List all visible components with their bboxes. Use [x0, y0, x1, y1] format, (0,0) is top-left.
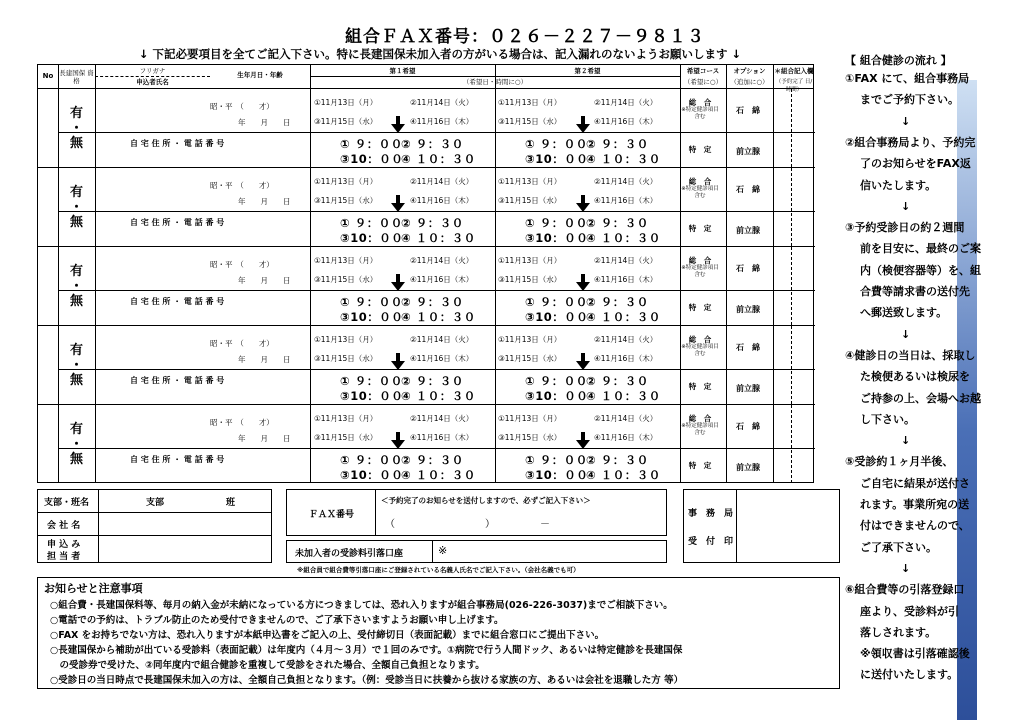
- note-line: ○受診日の当日時点で長建国保未加入の方は、全額自己負担となります。（例：受診当日に扶養から抜ける家族の方、あるいは会社を退職した方 等）: [50, 675, 684, 686]
- account-label: 未加入者の受診料引落口座: [295, 549, 404, 559]
- birth-era: 昭・平 （ 才）: [210, 418, 274, 427]
- birth-era: 昭・平 （ 才）: [210, 339, 274, 348]
- flow-line: 座より、受診料が引: [860, 604, 959, 618]
- first-d4[interactable]: ④11月16日（木）: [410, 275, 474, 284]
- first-d1[interactable]: ①11月13日（月）: [314, 335, 378, 344]
- header-kokuho: 長建国保 資格: [59, 69, 94, 85]
- note-line: ○長建国保から補助が出ている受診料（表面記載）は年度内（４月～３月）で１回のみです。①病院で行う人間ドック、あるいは特定健診を長建国保: [50, 645, 683, 656]
- kokuho-no[interactable]: 無: [69, 136, 83, 151]
- header-no: No: [42, 72, 54, 80]
- flow-line: ⑥組合費等の引落登録口: [845, 583, 965, 597]
- arrow-down-icon: [576, 361, 590, 370]
- application-table: [37, 64, 814, 483]
- arrow-down-icon: [391, 361, 405, 370]
- arrow-down-icon: [391, 282, 405, 291]
- course-general[interactable]: [680, 177, 720, 200]
- second-d1[interactable]: ①11月13日（月）: [498, 98, 562, 107]
- birth-ymd: 年 月 日: [238, 197, 291, 206]
- second-t4[interactable]: ④ １０：３０: [586, 231, 661, 245]
- flow-line: に送付いたします。: [860, 668, 959, 682]
- flow-arrow-icon: ↓: [901, 327, 911, 341]
- header-birth: 生年月日・年齢: [237, 71, 283, 79]
- first-d4[interactable]: ④11月16日（木）: [410, 196, 474, 205]
- first-d2[interactable]: ②11月14日（火）: [410, 98, 474, 107]
- birth-ymd: 年 月 日: [238, 355, 291, 364]
- address-input[interactable]: [95, 133, 310, 167]
- first-t2[interactable]: ② ９：３０: [401, 374, 464, 388]
- company-label: 会 社 名: [47, 521, 81, 531]
- kokuho-no[interactable]: 無: [69, 373, 83, 388]
- flow-line: へ郵送致します。: [860, 306, 948, 320]
- kokuho-no[interactable]: 無: [69, 452, 83, 467]
- first-t4[interactable]: ④ １０：３０: [401, 468, 476, 482]
- second-t3[interactable]: ③10：００: [525, 389, 589, 403]
- note-line: ○電話での予約は、トラブル防止のため受付できませんので、ご了承下さいますようお願い申し上げます。: [50, 615, 504, 626]
- option-prostate[interactable]: 前立腺: [736, 463, 760, 472]
- flow-line: 了のお知らせをFAX返: [860, 157, 971, 171]
- note-line: の受診券で受けた、②同年度内で組合健診を重複して受診をされた場合、全額自己負担となります。: [50, 660, 485, 671]
- course-general-label: 総 合: [688, 335, 712, 344]
- course-general[interactable]: [680, 335, 720, 358]
- table-row: [38, 326, 815, 405]
- first-d2[interactable]: ②11月14日（火）: [410, 177, 474, 186]
- applicant-info-box: [37, 489, 272, 563]
- first-d2[interactable]: ②11月14日（火）: [410, 414, 474, 423]
- birth-ymd: 年 月 日: [238, 434, 291, 443]
- first-t1[interactable]: ① ９：００: [340, 453, 403, 467]
- flow-line: ⑤受診約１ヶ月半後、: [845, 455, 954, 469]
- first-t3[interactable]: ③10：００: [340, 389, 404, 403]
- note-line: ○FAX をお持ちでない方は、恐れ入りますが本紙申込書をご記入の上、受付締切日（表面記載）までに組合窓口にご提出下さい。: [50, 630, 605, 641]
- instruction-notice: ↓ 下記必要項目を全てご記入下さい。特に長建国保未加入者の方がいる場合は、記入漏れのないようお願いします ↓: [138, 47, 742, 61]
- birth-ymd: 年 月 日: [238, 118, 291, 127]
- second-d3[interactable]: ③11月15日（水）: [498, 354, 562, 363]
- header-option: オプション: [733, 67, 766, 75]
- birth-era: 昭・平 （ 才）: [210, 260, 274, 269]
- first-d1[interactable]: ①11月13日（月）: [314, 256, 378, 265]
- option-asbestos[interactable]: 石 綿: [736, 185, 760, 194]
- second-t3[interactable]: ③10：００: [525, 310, 589, 324]
- course-specific[interactable]: 特 定: [688, 303, 712, 312]
- course-general-label: 総 合: [688, 98, 712, 107]
- account-mark: ※: [438, 544, 448, 557]
- shibu-label: 支部: [146, 498, 165, 508]
- table-header: [38, 65, 814, 93]
- first-t1[interactable]: ① ９：００: [340, 216, 403, 230]
- flow-line: 付はできませんので、: [860, 519, 970, 533]
- second-t1[interactable]: ① ９：００: [525, 295, 588, 309]
- first-d3[interactable]: ③11月15日（水）: [314, 354, 378, 363]
- kokuho-yes[interactable]: 有: [69, 422, 83, 437]
- second-t2[interactable]: ② ９：３０: [586, 295, 649, 309]
- fax-note: ＜予約完了のお知らせを送付しますので、必ずご記入下さい＞: [381, 496, 591, 505]
- first-t4[interactable]: ④ １０：３０: [401, 231, 476, 245]
- course-specific[interactable]: 特 定: [688, 382, 712, 391]
- birth-ymd: 年 月 日: [238, 276, 291, 285]
- address-input[interactable]: [95, 449, 310, 483]
- kokuho-yes[interactable]: 有: [69, 264, 83, 279]
- course-general-label: 総 合: [688, 177, 712, 186]
- address-label: 自 宅 住 所 ・ 電 話 番 号: [130, 139, 225, 148]
- flow-line: ②組合事務局より、予約完: [845, 135, 976, 149]
- kokuho-dot: ・: [69, 200, 83, 215]
- flow-line: し下さい。: [860, 412, 915, 426]
- kokuho-dot: ・: [69, 121, 83, 136]
- second-d2[interactable]: ②11月14日（火）: [594, 414, 658, 423]
- second-d4[interactable]: ④11月16日（木）: [594, 117, 658, 126]
- arrow-down-icon: [391, 203, 405, 212]
- first-t4[interactable]: ④ １０：３０: [401, 310, 476, 324]
- branch-label: 支部・班名: [44, 498, 90, 508]
- header-course: 希望コース: [686, 67, 720, 75]
- address-label: 自 宅 住 所 ・ 電 話 番 号: [130, 297, 225, 306]
- arrow-down-icon: [576, 124, 590, 133]
- kokuho-yes[interactable]: 有: [69, 343, 83, 358]
- fax-number-title: 組合ＦＡＸ番号：０２６－２２７－９８１３: [345, 27, 705, 47]
- arrow-down-icon: [391, 124, 405, 133]
- second-d3[interactable]: ③11月15日（水）: [498, 275, 562, 284]
- second-t2[interactable]: ② ９：３０: [586, 374, 649, 388]
- first-t1[interactable]: ① ９：００: [340, 137, 403, 151]
- flow-line: ①FAX にて、組合事務局: [845, 72, 970, 85]
- option-asbestos[interactable]: 石 綿: [736, 422, 760, 431]
- first-d3[interactable]: ③11月15日（水）: [314, 275, 378, 284]
- course-note: ※特定健診項目含む: [681, 344, 719, 357]
- second-t4[interactable]: ④ １０：３０: [586, 468, 661, 482]
- first-d2[interactable]: ②11月14日（火）: [410, 256, 474, 265]
- second-t1[interactable]: ① ９：００: [525, 374, 588, 388]
- arrow-down-icon: [391, 440, 405, 449]
- header-course-sub: （希望に○）: [683, 78, 723, 86]
- flow-heading: 【 組合健診の流れ 】: [845, 54, 952, 67]
- flow-line: 合費等請求書の送付先: [860, 285, 970, 298]
- flow-line: ※領収書は引落確認後: [860, 647, 970, 661]
- first-d4[interactable]: ④11月16日（木）: [410, 433, 474, 442]
- fax-input[interactable]: （ ） －: [385, 519, 550, 530]
- course-general-label: 総 合: [688, 414, 712, 423]
- option-asbestos[interactable]: 石 綿: [736, 343, 760, 352]
- header-office: ＊組合記入欄: [774, 67, 814, 75]
- second-t2[interactable]: ② ９：３０: [586, 137, 649, 151]
- note-line: ○組合費・長建国保料等、毎月の納入金が未納になっている方につきましては、恐れ入りますが組合事務局(026-226-3037)までご相談下さい。: [50, 600, 673, 611]
- header-first-choice: 第１希望: [389, 67, 416, 75]
- second-d1[interactable]: ①11月13日（月）: [498, 177, 562, 186]
- second-t1[interactable]: ① ９：００: [525, 216, 588, 230]
- office-label-2: 受 付 印: [688, 537, 734, 547]
- first-d3[interactable]: ③11月15日（水）: [314, 117, 378, 126]
- course-specific[interactable]: 特 定: [688, 145, 712, 154]
- first-d1[interactable]: ①11月13日（月）: [314, 177, 378, 186]
- second-d4[interactable]: ④11月16日（木）: [594, 275, 658, 284]
- flow-line: 前を目安に、最終のご案: [860, 242, 981, 256]
- first-d2[interactable]: ②11月14日（火）: [410, 335, 474, 344]
- arrow-down-icon: [576, 440, 590, 449]
- first-d3[interactable]: ③11月15日（水）: [314, 196, 378, 205]
- flow-line: ④健診日の当日は、採取し: [845, 348, 976, 362]
- kokuho-no[interactable]: 無: [69, 215, 83, 230]
- second-t1[interactable]: ① ９：００: [525, 453, 588, 467]
- header-option-sub: （追加に○）: [730, 78, 769, 86]
- flow-line: 内（検便容器等）を、組: [860, 263, 981, 277]
- table-row: [38, 247, 815, 326]
- second-d1[interactable]: ①11月13日（月）: [498, 335, 562, 344]
- first-t2[interactable]: ② ９：３０: [401, 137, 464, 151]
- first-t3[interactable]: ③10：００: [340, 468, 404, 482]
- address-input[interactable]: [95, 370, 310, 404]
- address-input[interactable]: [95, 291, 310, 325]
- arrow-down-icon: [576, 282, 590, 291]
- notes-box: [37, 577, 840, 689]
- han-label: 班: [226, 498, 236, 508]
- course-general[interactable]: [680, 414, 720, 437]
- arrow-down-icon: [576, 203, 590, 212]
- kokuho-no[interactable]: 無: [69, 294, 83, 309]
- kokuho-yes[interactable]: 有: [69, 185, 83, 200]
- first-t2[interactable]: ② ９：３０: [401, 216, 464, 230]
- header-name: 申込者氏名: [136, 78, 169, 86]
- applicant-label-2: 担 当 者: [47, 552, 81, 562]
- flow-line: までご予約下さい。: [860, 93, 959, 107]
- second-d2[interactable]: ②11月14日（火）: [594, 177, 658, 186]
- second-t4[interactable]: ④ １０：３０: [586, 152, 661, 166]
- second-d2[interactable]: ②11月14日（火）: [594, 335, 658, 344]
- flow-line: 落しされます。: [860, 625, 937, 639]
- course-note: ※特定健診項目含む: [681, 107, 719, 120]
- flow-line: ご持参の上、会場へお越: [860, 391, 981, 405]
- course-note: ※特定健診項目含む: [681, 186, 719, 199]
- header-office-sub: （予約完了 日/時間）: [775, 79, 813, 93]
- second-d4[interactable]: ④11月16日（木）: [594, 196, 658, 205]
- first-t3[interactable]: ③10：００: [340, 231, 404, 245]
- second-t3[interactable]: ③10：００: [525, 468, 589, 482]
- notes-heading: お知らせと注意事項: [44, 582, 143, 595]
- flow-line: 信いたします。: [860, 178, 937, 192]
- first-t4[interactable]: ④ １０：３０: [401, 152, 476, 166]
- option-prostate[interactable]: 前立腺: [736, 226, 760, 235]
- first-t1[interactable]: ① ９：００: [340, 374, 403, 388]
- kokuho-yes[interactable]: 有: [69, 106, 83, 121]
- account-box: [286, 540, 667, 563]
- course-note: ※特定健診項目含む: [681, 423, 719, 436]
- first-t4[interactable]: ④ １０：３０: [401, 389, 476, 403]
- company-input[interactable]: [100, 514, 270, 533]
- second-d4[interactable]: ④11月16日（木）: [594, 433, 658, 442]
- header-furigana: フリガナ: [139, 67, 166, 75]
- header-date-time: （希望日・時間に○）: [462, 78, 528, 86]
- table-row: [38, 405, 815, 484]
- table-row: [38, 89, 815, 168]
- course-specific[interactable]: 特 定: [688, 461, 712, 470]
- course-general[interactable]: [680, 256, 720, 279]
- applicant-label-1: 申 込 み: [47, 540, 81, 550]
- flow-line: ③予約受診日の約２週間: [845, 221, 965, 235]
- kokuho-dot: ・: [69, 358, 83, 373]
- flow-line: れます。事業所宛の送: [860, 498, 970, 511]
- header-divider: [95, 76, 210, 77]
- second-d3[interactable]: ③11月15日（水）: [498, 117, 562, 126]
- fax-box: [286, 489, 667, 536]
- office-stamp-box: [683, 489, 840, 563]
- first-t2[interactable]: ② ９：３０: [401, 453, 464, 467]
- first-t3[interactable]: ③10：００: [340, 152, 404, 166]
- address-label: 自 宅 住 所 ・ 電 話 番 号: [130, 455, 225, 464]
- address-input[interactable]: [95, 212, 310, 246]
- first-t3[interactable]: ③10：００: [340, 310, 404, 324]
- course-general[interactable]: [680, 98, 720, 121]
- first-d4[interactable]: ④11月16日（木）: [410, 354, 474, 363]
- second-d3[interactable]: ③11月15日（水）: [498, 196, 562, 205]
- flow-line: た検便あるいは検尿を: [860, 370, 970, 384]
- second-t3[interactable]: ③10：００: [525, 152, 589, 166]
- flow-line: ご了承下さい。: [860, 540, 937, 554]
- flow-line: ご自宅に結果が送付さ: [860, 476, 970, 490]
- first-t1[interactable]: ① ９：００: [340, 295, 403, 309]
- second-t1[interactable]: ① ９：００: [525, 137, 588, 151]
- option-asbestos[interactable]: 石 綿: [736, 264, 760, 273]
- address-label: 自 宅 住 所 ・ 電 話 番 号: [130, 376, 225, 385]
- flow-arrow-icon: ↓: [901, 561, 911, 575]
- first-d1[interactable]: ①11月13日（月）: [314, 98, 378, 107]
- account-note: ※組合員で組合費等引落口座にご登録されている名義人氏名でご記入下さい。（会社名義でも可）: [297, 566, 580, 574]
- second-d3[interactable]: ③11月15日（水）: [498, 433, 562, 442]
- course-specific[interactable]: 特 定: [688, 224, 712, 233]
- flow-arrow-icon: ↓: [901, 434, 911, 448]
- second-d2[interactable]: ②11月14日（火）: [594, 98, 658, 107]
- option-prostate[interactable]: 前立腺: [736, 305, 760, 314]
- second-t3[interactable]: ③10：００: [525, 231, 589, 245]
- kokuho-dot: ・: [69, 437, 83, 452]
- second-t2[interactable]: ② ９：３０: [586, 216, 649, 230]
- flow-arrow-icon: ↓: [901, 114, 911, 128]
- kokuho-dot: ・: [69, 279, 83, 294]
- birth-era: 昭・平 （ 才）: [210, 181, 274, 190]
- second-d1[interactable]: ①11月13日（月）: [498, 256, 562, 265]
- option-asbestos[interactable]: 石 綿: [736, 106, 760, 115]
- flow-arrow-icon: ↓: [901, 199, 911, 213]
- course-note: ※特定健診項目含む: [681, 265, 719, 278]
- address-label: 自 宅 住 所 ・ 電 話 番 号: [130, 218, 225, 227]
- table-row: [38, 168, 815, 247]
- rows-container: [38, 89, 815, 484]
- birth-era: 昭・平 （ 才）: [210, 102, 274, 111]
- first-d3[interactable]: ③11月15日（水）: [314, 433, 378, 442]
- option-prostate[interactable]: 前立腺: [736, 147, 760, 156]
- applicant-input[interactable]: [100, 537, 270, 561]
- course-general-label: 総 合: [688, 256, 712, 265]
- second-t4[interactable]: ④ １０：３０: [586, 310, 661, 324]
- second-d4[interactable]: ④11月16日（木）: [594, 354, 658, 363]
- first-d1[interactable]: ①11月13日（月）: [314, 414, 378, 423]
- second-t2[interactable]: ② ９：３０: [586, 453, 649, 467]
- first-t2[interactable]: ② ９：３０: [401, 295, 464, 309]
- office-label-1: 事 務 局: [688, 509, 734, 519]
- first-d4[interactable]: ④11月16日（木）: [410, 117, 474, 126]
- option-prostate[interactable]: 前立腺: [736, 384, 760, 393]
- second-d2[interactable]: ②11月14日（火）: [594, 256, 658, 265]
- second-d1[interactable]: ①11月13日（月）: [498, 414, 562, 423]
- header-second-choice: 第２希望: [574, 67, 601, 75]
- second-t4[interactable]: ④ １０：３０: [586, 389, 661, 403]
- fax-label: ＦＡＸ番号: [309, 510, 355, 520]
